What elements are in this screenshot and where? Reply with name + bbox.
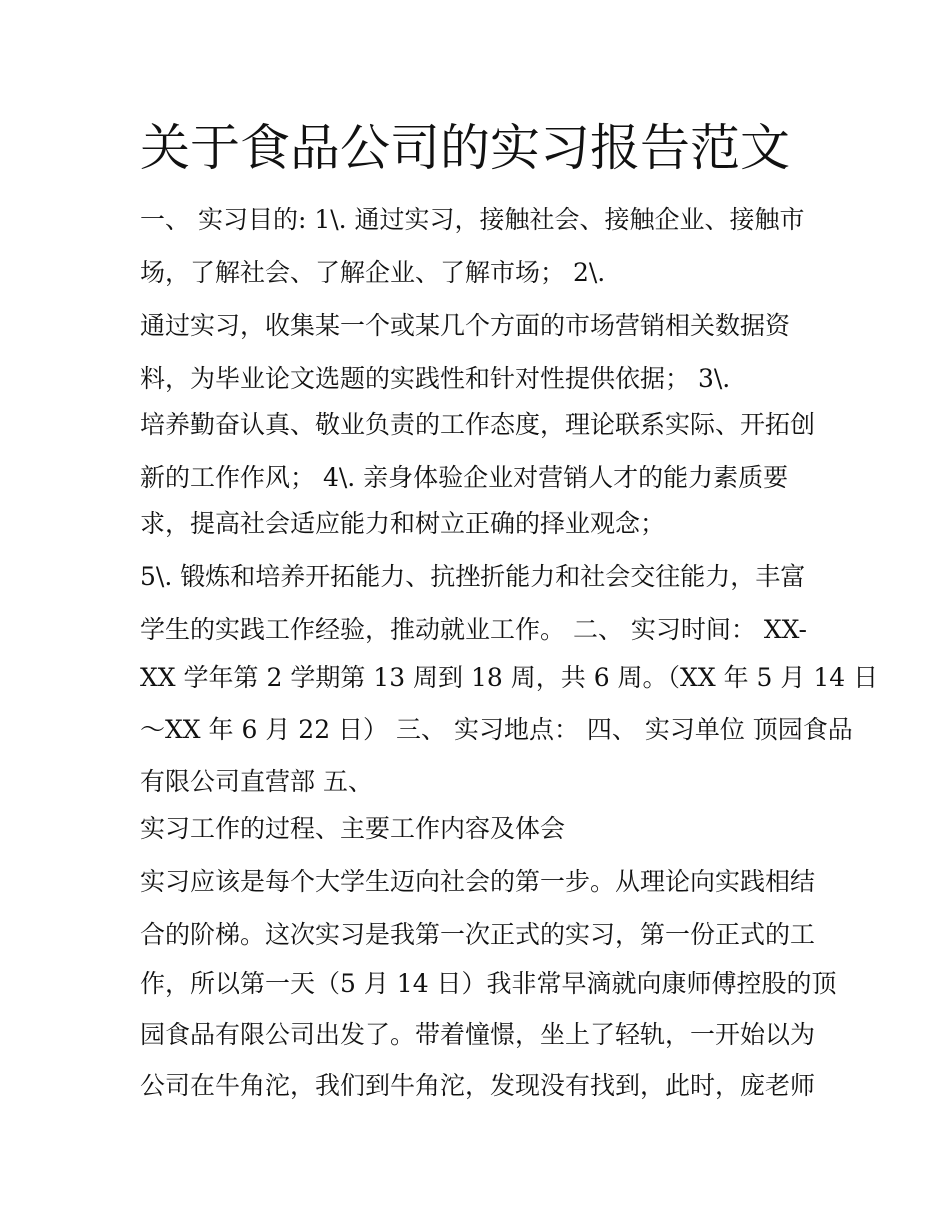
paragraph-line: 实习工作的过程、主要工作内容及体会 xyxy=(140,814,566,843)
paragraph-line: 合的阶梯。这次实习是我第一次正式的实习，第一份正式的工 xyxy=(140,920,816,949)
paragraph-line: 公司在牛角沱，我们到牛角沱，发现没有找到，此时，庞老师 xyxy=(140,1071,816,1100)
paragraph-line: 场，了解社会、了解企业、了解市场； 2\. xyxy=(140,258,606,287)
paragraph-line: 新的工作作风； 4\. 亲身体验企业对营销人才的能力素质要 xyxy=(140,463,789,492)
paragraph-line: XX 学年第 2 学期第 13 周到 18 周，共 6 周。（XX 年 5 月 14 日 xyxy=(140,663,879,692)
paragraph-line: 5\. 锻炼和培养开拓能力、抗挫折能力和社会交往能力，丰富 xyxy=(140,562,806,591)
paragraph-line: 园食品有限公司出发了。带着憧憬，坐上了轻轨，一开始以为 xyxy=(140,1020,816,1049)
paragraph-line: 培养勤奋认真、敬业负责的工作态度，理论联系实际、开拓创 xyxy=(140,410,816,439)
document-title: 关于食品公司的实习报告范文 xyxy=(140,119,790,177)
paragraph-line: 求，提高社会适应能力和树立正确的择业观念； xyxy=(140,509,666,538)
paragraph-line: 通过实习，收集某一个或某几个方面的市场营销相关数据资 xyxy=(140,311,791,340)
paragraph-line: 有限公司直营部 五、 xyxy=(140,767,373,796)
paragraph-line: 一、 实习目的: 1\. 通过实习，接触社会、接触企业、接触市 xyxy=(140,205,805,234)
paragraph-line: 学生的实践工作经验，推动就业工作。 二、 实习时间： XX- xyxy=(140,615,807,644)
paragraph-line: 实习应该是每个大学生迈向社会的第一步。从理论向实践相结 xyxy=(140,867,816,896)
paragraph-line: 料，为毕业论文选题的实践性和针对性提供依据； 3\. xyxy=(140,364,731,393)
paragraph-line: 作，所以第一天（5 月 14 日）我非常早滴就向康师傅控股的顶 xyxy=(140,969,837,998)
paragraph-line: ～XX 年 6 月 22 日） 三、 实习地点： 四、 实习单位 顶园食品 xyxy=(140,715,853,744)
